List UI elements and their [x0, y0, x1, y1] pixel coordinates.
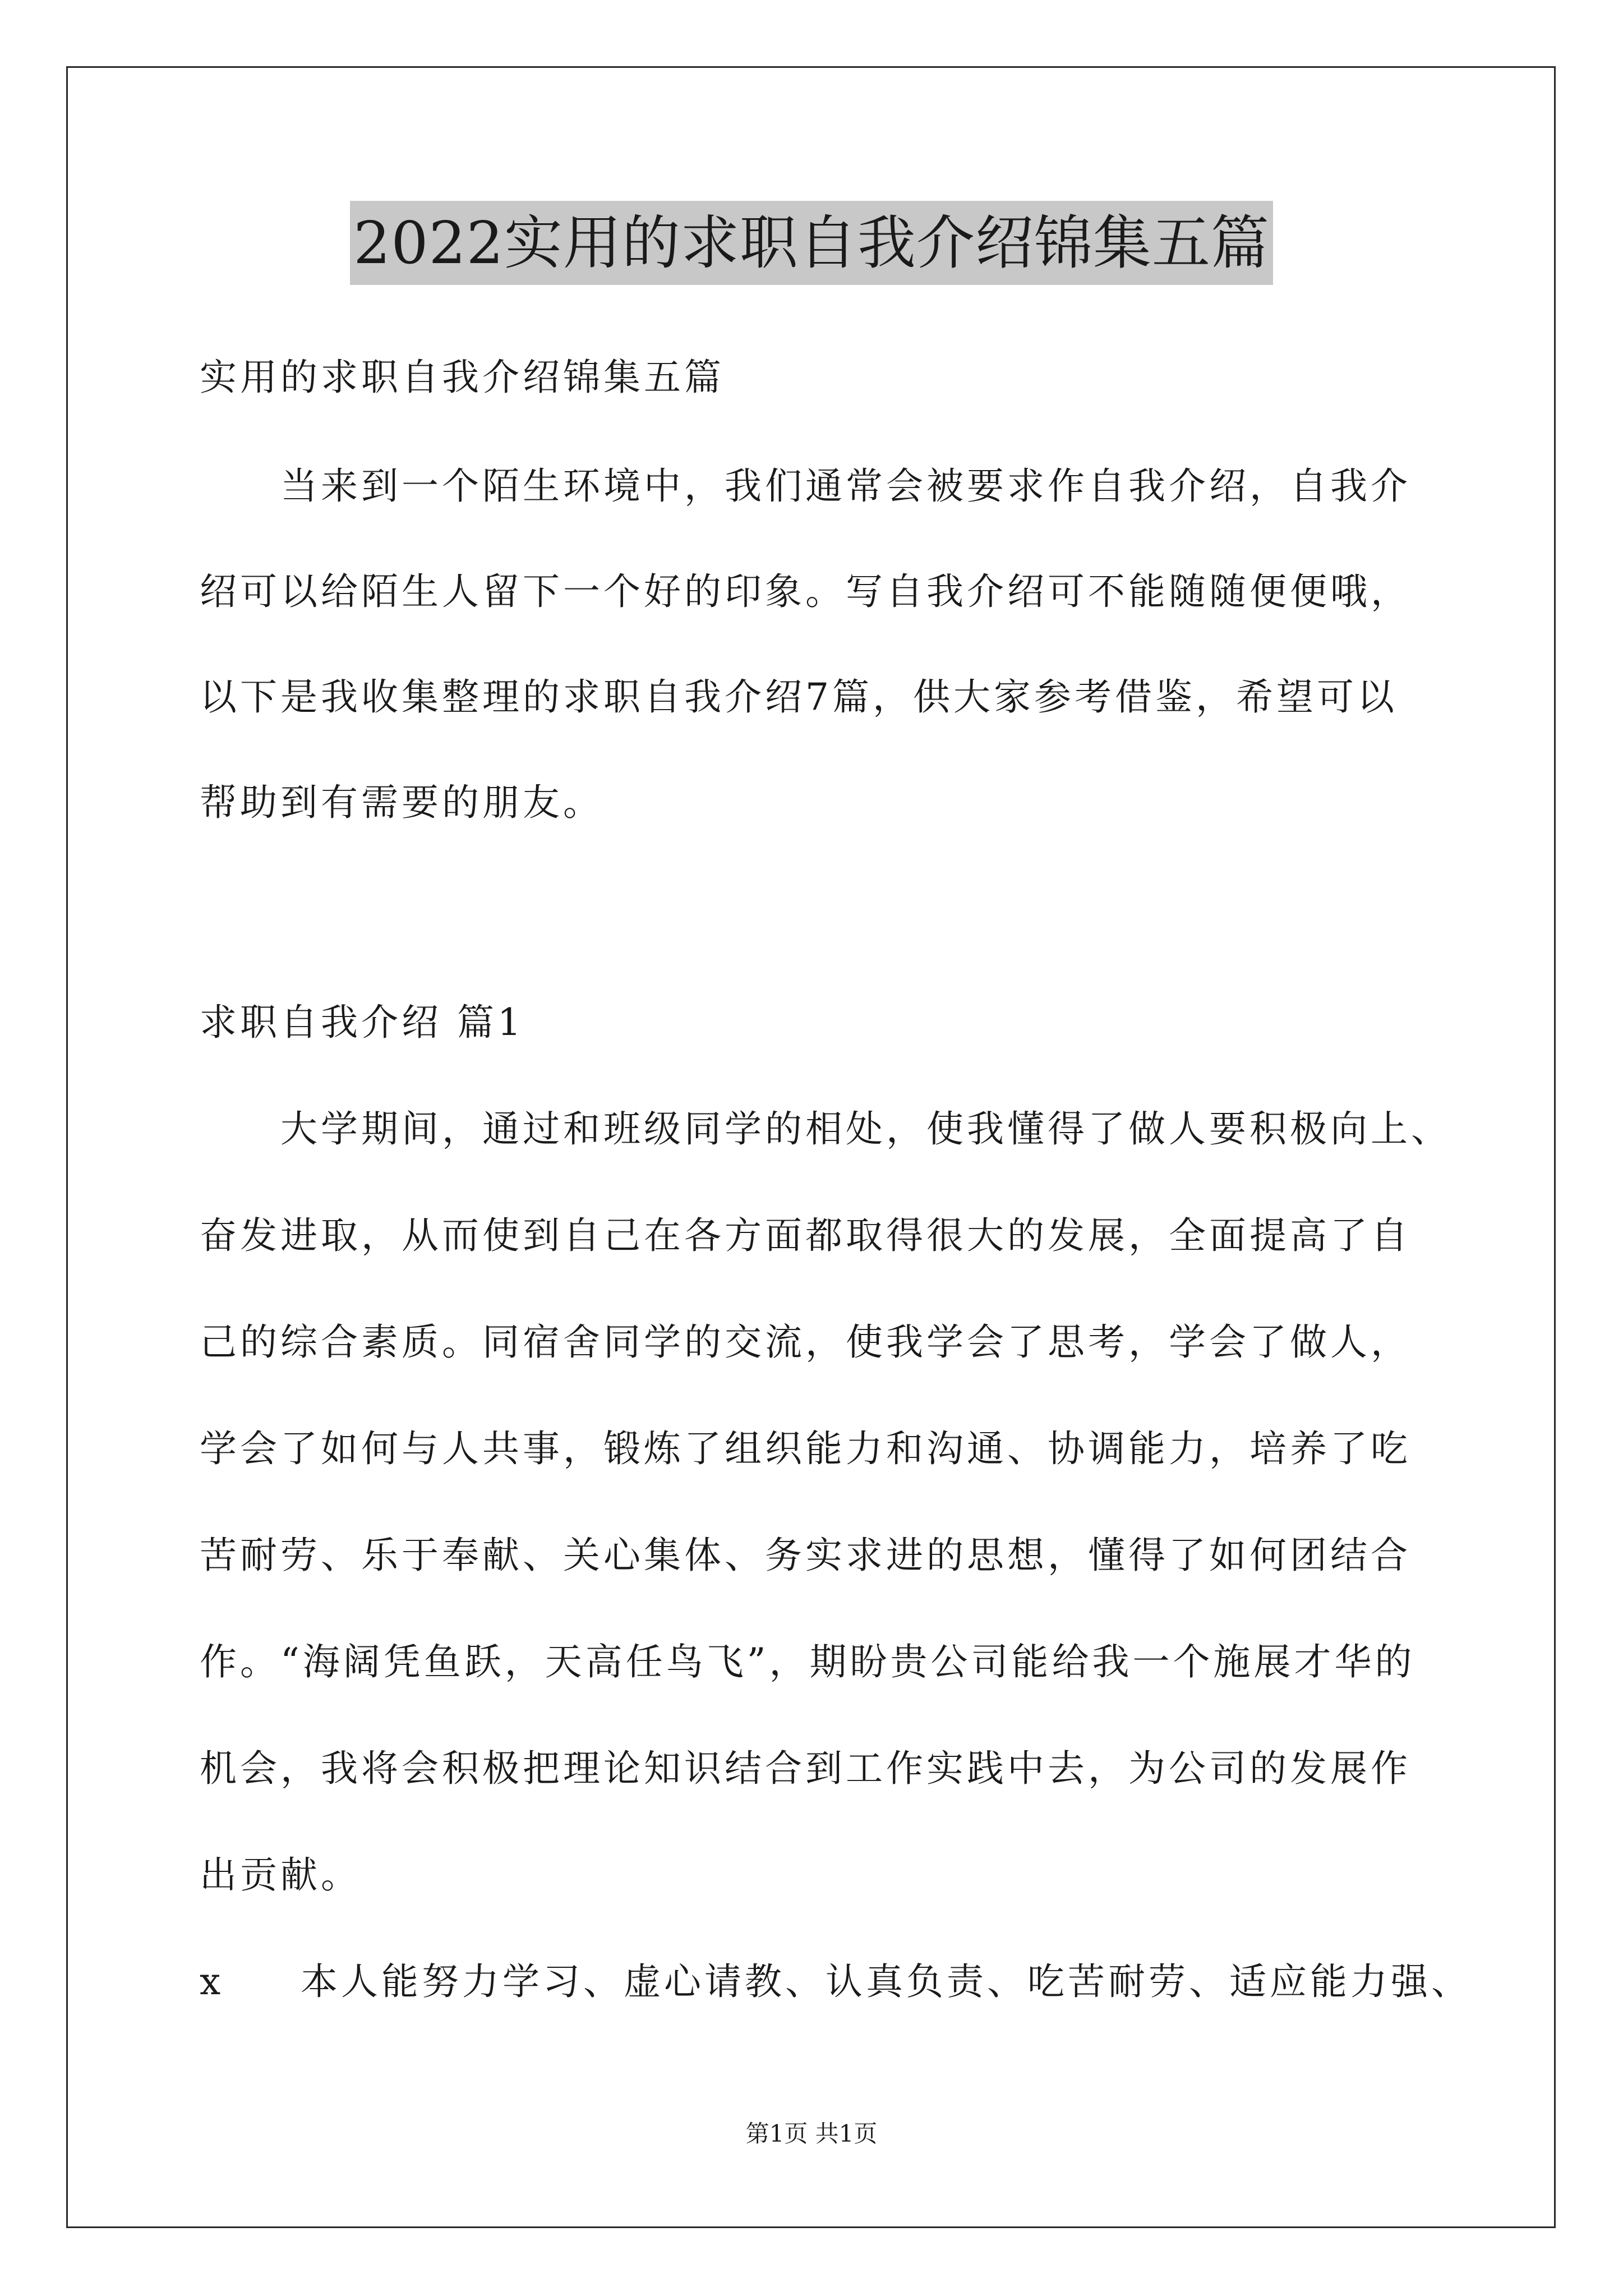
title-container	[0, 201, 1623, 285]
section-line-2: 奋发进取，从而使到自己在各方面都取得很大的发展，全面提高了自	[200, 1214, 1411, 1257]
document-title: 2022实用的求职自我介绍锦集五篇	[350, 201, 1273, 285]
section-line-6: 作。“海阔凭鱼跃，天高任鸟飞”，期盼贵公司能给我一个施展才华的	[200, 1640, 1415, 1683]
intro-line-4: 帮助到有需要的朋友。	[200, 781, 603, 824]
intro-line-1: 当来到一个陌生环境中，我们通常会被要求作自我介绍，自我介	[280, 464, 1411, 508]
section-line-5: 苦耐劳、乐于奉献、关心集体、务实求进的思想，懂得了如何团结合	[200, 1534, 1411, 1577]
intro-line-2: 绍可以给陌生人留下一个好的印象。写自我介绍可不能随随便便哦，	[200, 570, 1411, 613]
section-line-1: 大学期间，通过和班级同学的相处，使我懂得了做人要积极向上、	[280, 1107, 1451, 1151]
section-line-8: 出贡献。	[200, 1853, 361, 1897]
section-line-7: 机会，我将会积极把理论知识结合到工作实践中去，为公司的发展作	[200, 1747, 1411, 1790]
section-heading: 求职自我介绍 篇1	[200, 1001, 524, 1044]
document-subtitle: 实用的求职自我介绍锦集五篇	[200, 356, 725, 399]
section-line-3: 己的综合素质。同宿舍同学的交流，使我学会了思考，学会了做人，	[200, 1320, 1411, 1364]
list-marker: x	[200, 1960, 221, 2003]
intro-line-3: 以下是我收集整理的求职自我介绍7篇，供大家参考借鉴，希望可以	[200, 675, 1398, 719]
section-line-4: 学会了如何与人共事，锻炼了组织能力和沟通、协调能力，培养了吃	[200, 1427, 1411, 1470]
page-footer: 第1页 共1页	[745, 2120, 878, 2147]
last-line: 本人能努力学习、虚心请教、认真负责、吃苦耐劳、适应能力强、	[301, 1960, 1472, 2003]
